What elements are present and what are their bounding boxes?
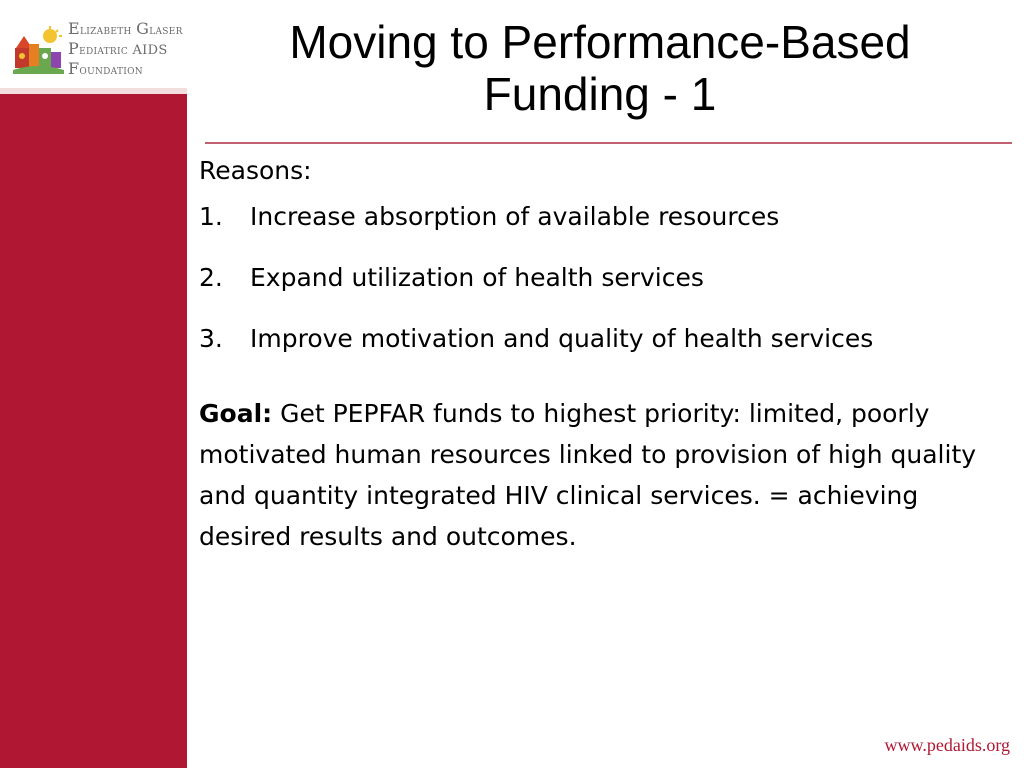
slide-title xyxy=(210,16,990,120)
header-logo xyxy=(0,0,187,88)
title-line-2: Funding - 1 xyxy=(483,68,717,120)
sidebar-band xyxy=(0,94,187,768)
slide-body xyxy=(199,154,1014,557)
reason-text: Increase absorption of available resources xyxy=(250,202,780,231)
reason-text: Improve motivation and quality of health services xyxy=(250,324,874,353)
title-divider xyxy=(205,142,1012,144)
reason-item xyxy=(199,200,1014,234)
reason-item xyxy=(199,322,1014,356)
goal-text: Get PEPFAR funds to highest priority: limited, poorly motivated human resources linked to provision of high quality and quantity integrated HIV clinical services. = achieving desired results and outcomes. xyxy=(199,399,977,551)
title-line-1: Moving to Performance-Based xyxy=(289,16,911,68)
footer-url: www.pedaids.org xyxy=(884,735,1010,755)
reason-number: 1. xyxy=(199,202,223,231)
reason-text: Expand utilization of health services xyxy=(250,263,704,292)
logo-line-3: Foundation xyxy=(68,59,143,78)
reason-number: 2. xyxy=(199,263,223,292)
logo-line-1: Elizabeth Glaser xyxy=(68,19,183,38)
goal-label: Goal: xyxy=(199,399,273,428)
foundation-logo-icon xyxy=(10,26,66,76)
logo-line-2: Pediatric AIDS xyxy=(68,39,168,58)
reason-item xyxy=(199,261,1014,295)
foundation-name xyxy=(68,20,183,80)
goal-paragraph xyxy=(199,393,1014,557)
reasons-label: Reasons: xyxy=(199,156,312,185)
reason-number: 3. xyxy=(199,324,223,353)
